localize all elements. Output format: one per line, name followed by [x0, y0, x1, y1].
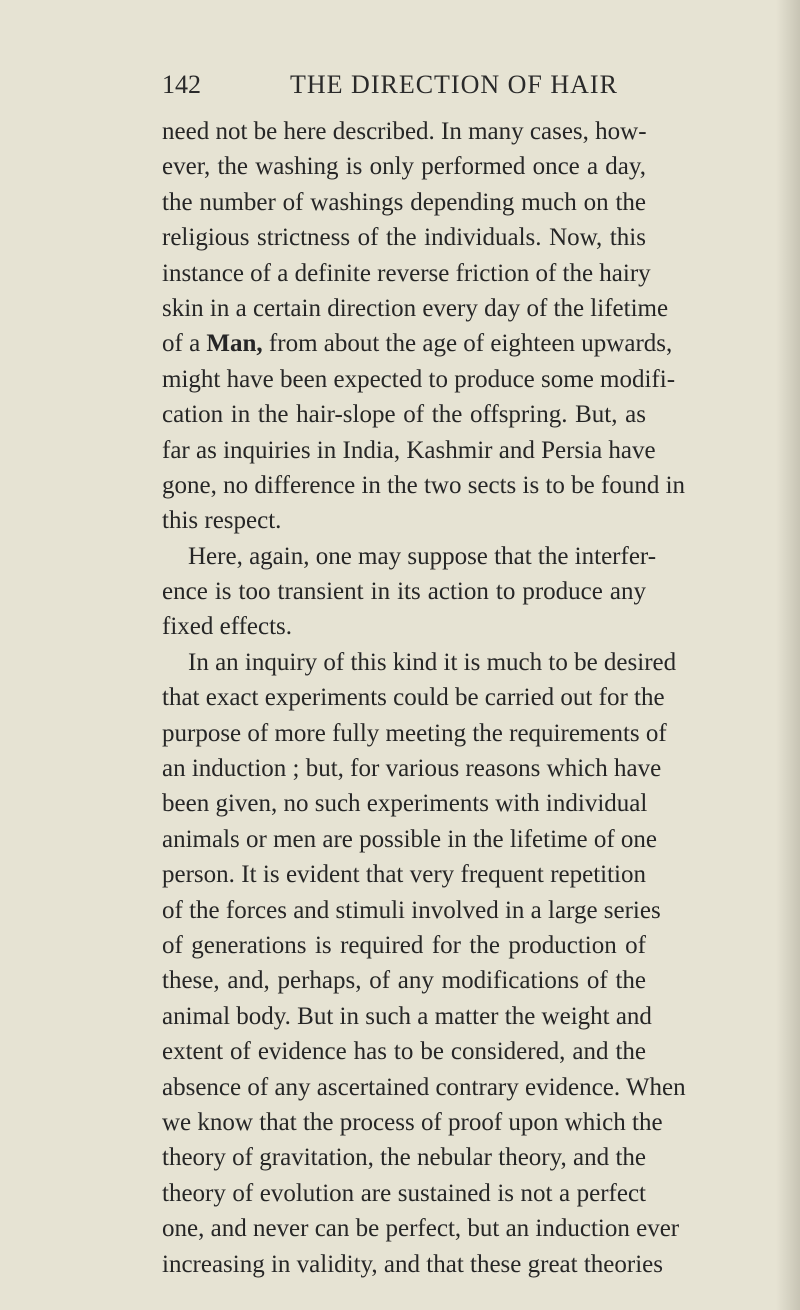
text-line: increasing in validity, and that these great theories — [162, 1250, 663, 1278]
text-line: religious strictness of the individuals. Now, this — [162, 224, 646, 252]
text-line: gone, no difference in the two sects is to be found in — [162, 471, 686, 499]
text-line: Here, again, one may suppose that the interfer- — [188, 542, 657, 570]
text-line: purpose of more fully meeting the requirements of — [162, 719, 667, 747]
body-text — [162, 114, 686, 1282]
text-line: one, and never can be perfect, but an induction ever — [162, 1215, 680, 1243]
text-line — [162, 326, 673, 361]
text-line: of the forces and stimuli involved in a large series — [162, 896, 661, 924]
bold-term: Man, — [206, 330, 263, 358]
text-line: might have been expected to produce some modifi- — [162, 365, 676, 393]
text-line: these, and, perhaps, of any modifications of the — [162, 967, 646, 995]
text-line: the number of washings depending much on the — [162, 188, 646, 216]
text-line-segment: from about the age of eighteen upwards, — [262, 330, 673, 358]
page-edge-shadow — [776, 0, 800, 1310]
text-line: person. It is evident that very frequent repetition — [162, 861, 646, 889]
text-line: ever, the washing is only performed once a day, — [162, 153, 646, 181]
text-line: animals or men are possible in the lifetime of one — [162, 825, 657, 853]
text-line: In an inquiry of this kind it is much to be desired — [188, 648, 677, 676]
text-line: instance of a definite reverse friction of the hairy — [162, 259, 651, 287]
text-line: theory of evolution are sustained is not a perfect — [162, 1179, 646, 1207]
text-line: far as inquiries in India, Kashmir and Persia have — [162, 436, 656, 464]
text-line: we know that the process of proof upon which the — [162, 1108, 663, 1136]
text-line: of generations is required for the production of — [162, 931, 646, 959]
text-line: extent of evidence has to be considered, and the — [162, 1038, 646, 1066]
text-line: ence is too transient in its action to produce any — [162, 578, 646, 606]
text-line: fixed effects. — [162, 613, 293, 641]
text-line-segment: of a — [162, 330, 207, 358]
running-header — [162, 70, 646, 104]
text-line: animal body. But in such a matter the weight and — [162, 1002, 652, 1030]
text-line: theory of gravitation, the nebular theory, and the — [162, 1144, 646, 1172]
text-line: absence of any ascertained contrary evidence. When — [162, 1073, 686, 1101]
text-line: skin in a certain direction every day of the lifetime — [162, 294, 669, 322]
text-line: that exact experiments could be carried out for the — [162, 684, 665, 712]
text-line: cation in the hair-slope of the offspring. But, as — [162, 401, 646, 429]
text-line: this respect. — [162, 507, 282, 535]
page-number: 142 — [162, 70, 201, 99]
text-line: an induction ; but, for various reasons which have — [162, 755, 662, 783]
text-line: need not be here described. In many cases, how- — [162, 118, 647, 145]
text-line: been given, no such experiments with individual — [162, 790, 648, 818]
running-title: THE DIRECTION OF HAIR — [290, 70, 618, 99]
